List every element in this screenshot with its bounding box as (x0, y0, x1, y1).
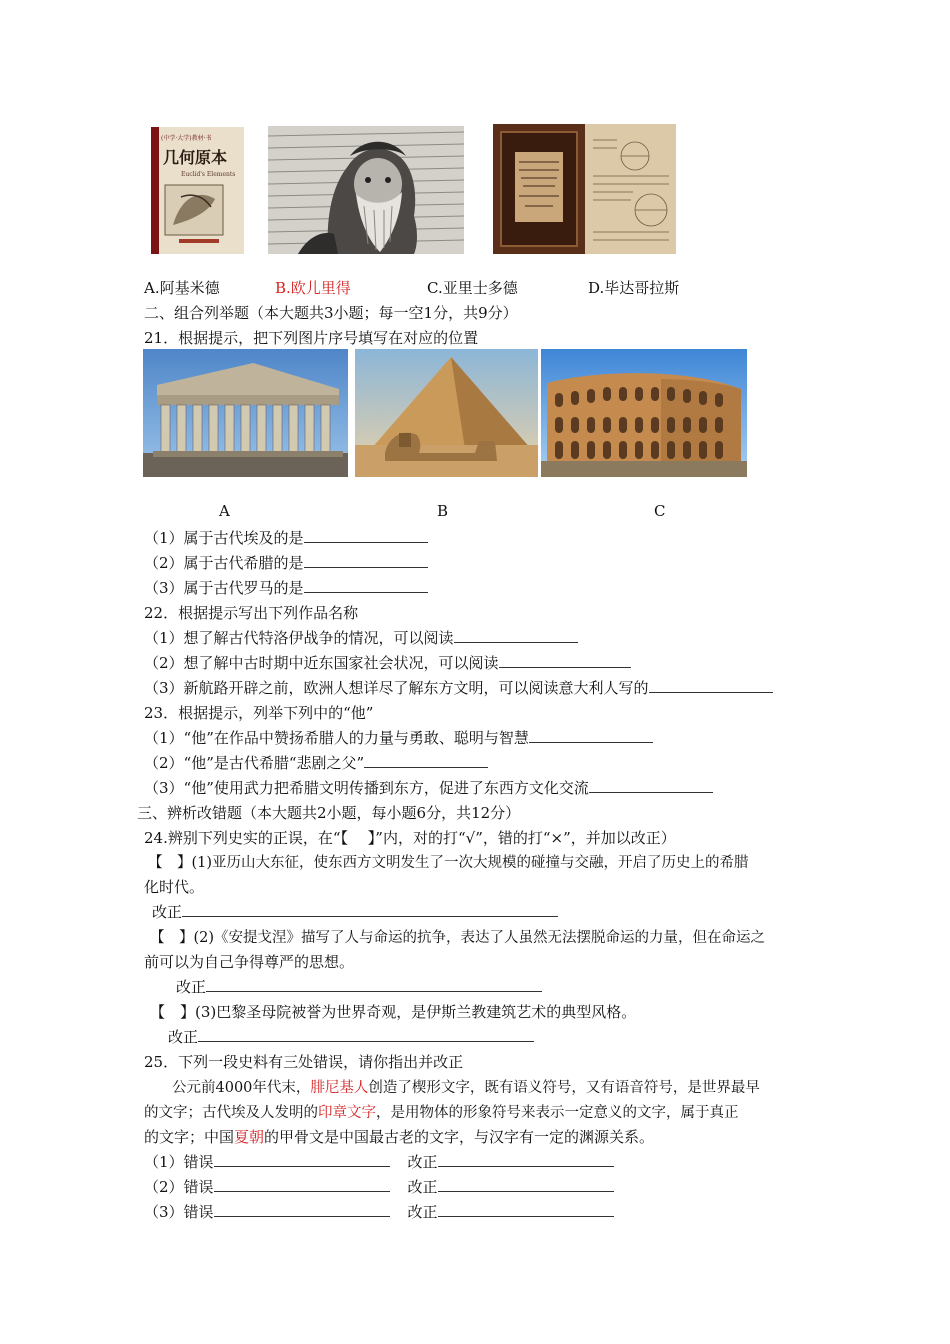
q24-correction-1: 改正 (152, 901, 558, 922)
q25-stem: 25．下列一段史料有三处错误，请你指出并改正 (144, 1053, 464, 1071)
answer-blank[interactable] (304, 553, 428, 568)
parthenon-drawing (143, 349, 348, 477)
section2-heading: 二、组合列举题（本大题共3小题；每一空1分，共9分） (144, 304, 518, 322)
answer-blank[interactable] (499, 653, 631, 668)
q24-statement-1: 【 】(1)亚历山大东征，使东西方文明发生了一次大规模的碰撞与交融，开启了历史上的希腊 (148, 855, 749, 871)
answer-blank[interactable] (589, 778, 713, 793)
q25-passage-line-2: 的文字；古代埃及人发明的印章文字，是用物体的形象符号来表示一定意义的文字，属于真正 (144, 1105, 739, 1121)
correction-blank[interactable] (206, 977, 542, 992)
fix-blank[interactable] (438, 1152, 614, 1167)
answer-blank[interactable] (304, 578, 428, 593)
answer-blank[interactable] (304, 528, 428, 543)
image-label-a: A (219, 502, 230, 520)
option-a: A.阿基米德 (144, 279, 220, 297)
q21-item-2: （2）属于古代希腊的是 (144, 552, 428, 573)
answer-blank[interactable] (364, 753, 488, 768)
euclid-portrait-image (268, 126, 464, 254)
q25-row-1: （1）错误 改正 (144, 1151, 614, 1172)
error-highlight: 夏朝 (234, 1128, 265, 1146)
q24-correction-2: 改正 (176, 976, 542, 997)
book-cover-image (151, 127, 244, 254)
image-label-c: C (654, 502, 666, 520)
parthenon-image (143, 349, 348, 477)
error-highlight: 腓尼基人 (310, 1080, 369, 1096)
book-hand-illustration (151, 127, 244, 254)
q24-statement-1-cont: 化时代。 (144, 878, 205, 896)
colosseum-image (541, 349, 747, 477)
q24-stem: 24.辨别下列史实的正误，在“【 】”内，对的打“√”，错的打“×”，并加以改正） (144, 829, 676, 847)
manuscript-pages (493, 124, 676, 254)
fix-blank[interactable] (438, 1177, 614, 1192)
q24-statement-3: 【 】(3)巴黎圣母院被誉为世界奇观，是伊斯兰教建筑艺术的典型风格。 (150, 1003, 637, 1021)
euclid-portrait-engraving (268, 126, 464, 254)
correction-blank[interactable] (182, 902, 558, 917)
answer-blank[interactable] (454, 628, 578, 643)
q24-correction-3: 改正 (168, 1026, 534, 1047)
error-blank[interactable] (214, 1152, 390, 1167)
book-cover-subtitle: Euclid's Elements (181, 171, 236, 178)
book-cover-title: 几何原本 (163, 148, 228, 167)
option-d: D.毕达哥拉斯 (588, 279, 680, 297)
q25-row-3: （3）错误 改正 (144, 1201, 614, 1222)
correction-blank[interactable] (198, 1027, 534, 1042)
image-label-b: B (437, 502, 449, 520)
q21-item-3: （3）属于古代罗马的是 (144, 577, 428, 598)
pyramid-drawing (355, 349, 538, 477)
error-blank[interactable] (214, 1177, 390, 1192)
q24-statement-2-cont: 前可以为自己争得尊严的思想。 (144, 953, 355, 971)
option-b: B.欧儿里得 (275, 279, 351, 297)
q25-passage-line-3: 的文字；中国夏朝的甲骨文是中国最古老的文字，与汉字有一定的渊源关系。 (144, 1128, 655, 1146)
q22-item-2: （2）想了解中古时期中近东国家社会状况，可以阅读 (144, 652, 631, 673)
q23-item-3: （3）“他”使用武力把希腊文明传播到东方，促进了东西方文化交流 (144, 777, 713, 798)
q22-item-1: （1）想了解古代特洛伊战争的情况，可以阅读 (144, 627, 578, 648)
section3-heading: 三、辨析改错题（本大题共2小题，每小题6分，共12分） (137, 804, 521, 822)
option-c: C.亚里士多德 (427, 279, 518, 297)
q23-item-2: （2）“他”是古代希腊“悲剧之父” (144, 752, 488, 773)
elements-manuscript-image (493, 124, 676, 254)
fix-blank[interactable] (438, 1202, 614, 1217)
q23-stem: 23．根据提示，列举下列中的“他” (144, 704, 374, 722)
q23-item-1: （1）“他”在作品中赞扬希腊人的力量与勇敢、聪明与智慧 (144, 727, 653, 748)
error-highlight: 印章文字 (318, 1105, 376, 1121)
q24-statement-2: 【 】(2)《安提戈涅》描写了人与命运的抗争，表达了人虽然无法摆脱命运的力量，但在命运之 (150, 930, 766, 946)
q21-item-1: （1）属于古代埃及的是 (144, 527, 428, 548)
pyramid-sphinx-image (355, 349, 538, 477)
answer-blank[interactable] (529, 728, 653, 743)
q21-stem: 21．根据提示，把下列图片序号填写在对应的位置 (144, 329, 479, 347)
q25-passage-line-1: 公元前4000年代末，腓尼基人创造了楔形文字，既有语义符号，又有语音符号，是世界最早 (172, 1080, 760, 1096)
error-blank[interactable] (214, 1202, 390, 1217)
q25-row-2: （2）错误 改正 (144, 1176, 614, 1197)
colosseum-drawing (541, 349, 747, 477)
answer-blank[interactable] (649, 678, 773, 693)
q22-item-3: （3）新航路开辟之前，欧洲人想详尽了解东方文明，可以阅读意大利人写的 (144, 677, 773, 698)
book-cover-series: (中学·大学)教材·书 (161, 135, 212, 142)
q22-stem: 22．根据提示写出下列作品名称 (144, 604, 359, 622)
